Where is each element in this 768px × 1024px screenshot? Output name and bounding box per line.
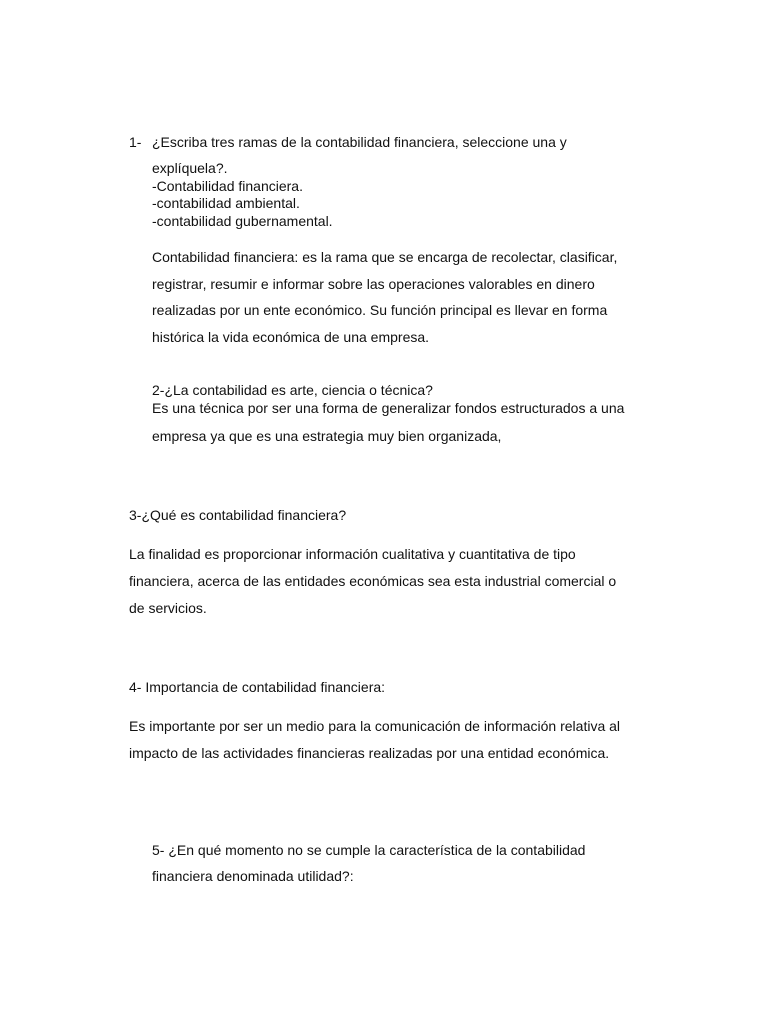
q1-answer-line-1: Contabilidad financiera: es la rama que se encarga de recolectar, clasificar, bbox=[152, 249, 618, 265]
q2-question: 2-¿La contabilidad es arte, ciencia o técnica? bbox=[152, 382, 433, 398]
q5-question-line-1: 5- ¿En qué momento no se cumple la característica de la contabilidad bbox=[152, 842, 586, 858]
q4-question: 4- Importancia de contabilidad financiera: bbox=[129, 679, 386, 695]
q4-answer-line-2: impacto de las actividades financieras realizadas por una entidad económica. bbox=[129, 745, 610, 761]
q2-answer-line-2: empresa ya que es una estrategia muy bien organizada, bbox=[152, 428, 502, 444]
q4-answer-line-1: Es importante por ser un medio para la comunicación de información relativa al bbox=[129, 718, 621, 734]
q3-answer-line-1: La finalidad es proporcionar información cualitativa y cuantitativa de tipo bbox=[129, 546, 576, 562]
q1-branch-2: -contabilidad ambiental. bbox=[152, 195, 300, 211]
q1-question-line-2: explíquela?. bbox=[152, 160, 228, 176]
q1-number: 1- bbox=[129, 134, 142, 150]
q2-answer-line-1: Es una técnica por ser una forma de generalizar fondos estructurados a una bbox=[152, 400, 625, 416]
q1-branch-3: -contabilidad gubernamental. bbox=[152, 213, 333, 229]
q1-branch-1: -Contabilidad financiera. bbox=[152, 178, 303, 194]
q1-question-line-1: ¿Escriba tres ramas de la contabilidad financiera, seleccione una y bbox=[152, 134, 567, 150]
q5-question-line-2: financiera denominada utilidad?: bbox=[152, 868, 354, 884]
q3-question: 3-¿Qué es contabilidad financiera? bbox=[129, 507, 347, 523]
q3-answer-line-3: de servicios. bbox=[129, 600, 207, 616]
q1-answer-line-2: registrar, resumir e informar sobre las operaciones valorables en dinero bbox=[152, 276, 595, 292]
q1-answer-line-4: histórica la vida económica de una empresa. bbox=[152, 329, 430, 345]
q1-answer-line-3: realizadas por un ente económico. Su función principal es llevar en forma bbox=[152, 302, 608, 318]
q3-answer-line-2: financiera, acerca de las entidades económicas sea esta industrial comercial o bbox=[129, 573, 617, 589]
